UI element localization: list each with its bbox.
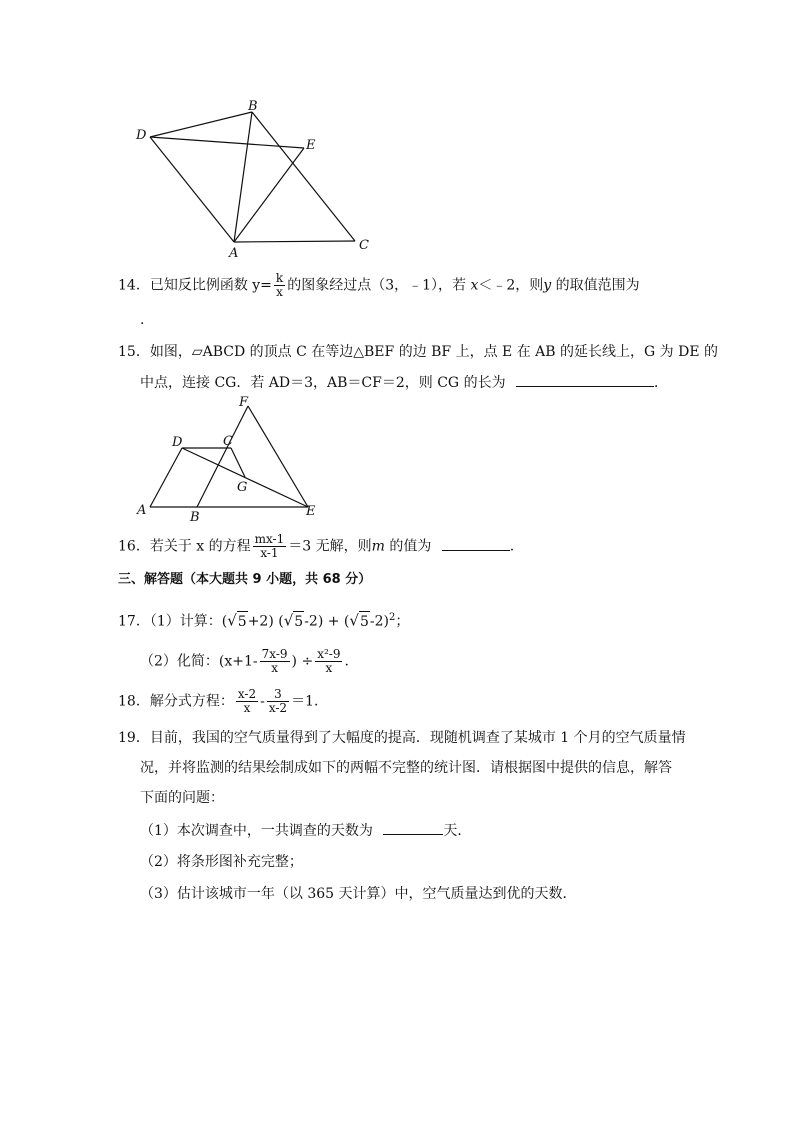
segment-DB (150, 112, 252, 137)
label-D: D (136, 128, 147, 143)
q17-frac1-num: 7x-9 (261, 647, 288, 661)
sqrt-icon: √ (227, 611, 237, 630)
figure-parallelogram-triangle (135, 394, 335, 526)
q18-fraction-2 (267, 688, 289, 715)
q17-fraction-1 (260, 648, 290, 675)
figure-quadrilateral-1 (130, 95, 380, 265)
q18-minus: - (260, 693, 265, 710)
q18-end: ＝1. (291, 693, 319, 710)
label-E: E (306, 138, 316, 153)
q17-expr-b: +2) ( (247, 613, 284, 630)
q19-sub1-unit: 天． (443, 823, 472, 839)
q18-frac1-num: x-2 (237, 687, 257, 701)
q14-text-post: 的图象经过点（3，﹣1），若 (287, 277, 471, 294)
q17-part1-end: ； (395, 613, 410, 630)
question-19-sub2: （2）将条形图补充完整； (140, 854, 303, 870)
question-19-sub3: （3）估计该城市一年（以 365 天计算）中，空气质量达到优的天数． (140, 886, 577, 902)
q16-answer-blank[interactable] (442, 536, 510, 551)
q14-text-pre: 已知反比例函数 y= (149, 277, 272, 294)
question-19-line2: 况，并将监测的结果绘制成如下的两幅不完整的统计图．请根据图中提供的信息，解答 (140, 760, 672, 776)
q18-frac2-den: x-2 (268, 701, 288, 715)
q16-number: 16． (118, 538, 150, 555)
label-B: B (190, 510, 200, 525)
q17-radicand-1: 5 (237, 611, 248, 632)
question-19-sub1 (140, 820, 471, 841)
label-E: E (306, 504, 316, 519)
q16-tail: 的值为 (384, 538, 432, 555)
label-F: F (239, 395, 249, 410)
sqrt-icon: √ (283, 611, 294, 630)
segment-AC (234, 241, 355, 242)
q16-frac-den: x-1 (260, 546, 279, 560)
q15-line2-text: 中点，连接 CG．若 AD＝3，AB＝CF＝2，则 CG 的长为 (140, 375, 506, 391)
q17-number: 17． (118, 613, 150, 630)
label-C: C (359, 238, 369, 253)
q14-cond: ＜﹣2，则 (478, 277, 544, 294)
q17-exponent: 2 (389, 612, 396, 623)
segment-CG (231, 448, 245, 477)
q15-line1-text: 如图，▱ABCD 的顶点 C 在等边△BEF 的边 BF 上，点 E 在 AB 的延长线上，G 为 DE 的 (149, 344, 718, 360)
q15-end: ． (654, 375, 669, 391)
q16-post: ＝3 无解，则 (288, 538, 372, 555)
segment-DE (150, 137, 304, 148)
label-A: A (137, 503, 147, 518)
q18-fraction-1 (236, 688, 258, 715)
q14-var-x: x (470, 277, 479, 294)
q17-frac2-num: x²-9 (317, 647, 341, 661)
question-17-part1 (118, 608, 409, 632)
q14-frac-den: x (276, 285, 283, 299)
q17-part2-b: ) ÷ (291, 653, 314, 670)
q17-part2-a: (x+1- (218, 653, 258, 670)
label-G: G (237, 480, 248, 495)
question-19-line3: 下面的问题： (140, 790, 224, 806)
label-A: A (229, 246, 239, 261)
segment-FE (248, 406, 308, 507)
q15-number: 15． (118, 344, 150, 360)
q14-end: . (140, 312, 145, 328)
q16-end: . (509, 538, 515, 555)
q19-number: 19． (118, 730, 150, 746)
question-15-line1 (118, 342, 718, 362)
q15-answer-blank[interactable] (516, 372, 654, 387)
label-C: C (223, 434, 233, 449)
q19-line1-text: 目前，我国的空气质量得到了大幅度的提高．现随机调查了某城市 1 个月的空气质量情 (149, 730, 686, 746)
question-18 (118, 688, 318, 715)
q16-fraction (253, 533, 287, 560)
q16-var-m: m (371, 538, 385, 555)
question-16 (118, 533, 514, 560)
q17-frac1-den: x (271, 661, 278, 675)
question-17-part2 (140, 648, 349, 675)
q18-frac2-num: 3 (267, 688, 289, 702)
q17-frac2-den: x (325, 661, 333, 675)
q14-number: 14． (118, 277, 150, 294)
q17-radicand-2: 5 (293, 611, 304, 632)
q14-frac-num: k (275, 271, 284, 285)
q16-pre: 若关于 x 的方程 (149, 538, 251, 555)
q17-part1-label: （1）计算： (149, 613, 222, 630)
q18-label: 解分式方程： (149, 693, 234, 710)
segment-BA (234, 112, 252, 242)
question-15-line2 (140, 372, 668, 393)
label-B: B (248, 99, 258, 114)
q17-paren: ( (221, 613, 228, 630)
q17-expr-c: -2) + ( (304, 613, 350, 630)
q18-frac1-den: x (243, 701, 251, 715)
q17-expr-d: -2) (369, 613, 389, 630)
segment-AD (150, 448, 182, 507)
question-19-line1 (118, 728, 686, 748)
q18-number: 18． (118, 693, 150, 710)
q19-sub1-text: （1）本次调查中，一共调查的天数为 (140, 823, 373, 839)
q19-answer-blank[interactable] (383, 820, 443, 835)
q17-fraction-2 (315, 648, 342, 675)
q16-frac-num: mx-1 (254, 532, 285, 546)
sqrt-icon: √ (349, 611, 359, 630)
q17-part2-end: . (344, 653, 349, 670)
segment-DA (150, 137, 234, 242)
q14-tail: 的取值范围为 (551, 277, 640, 294)
question-14 (118, 272, 640, 299)
q17-part2-label: （2）化简： (140, 653, 219, 670)
label-D: D (172, 435, 183, 450)
section-3-title: 三、解答题（本大题共 9 小题，共 68 分） (118, 572, 372, 587)
q14-fraction (274, 272, 285, 299)
q17-radicand-3: 5 (359, 611, 370, 632)
segment-BC (252, 112, 355, 241)
q14-var-y: y (543, 277, 552, 294)
